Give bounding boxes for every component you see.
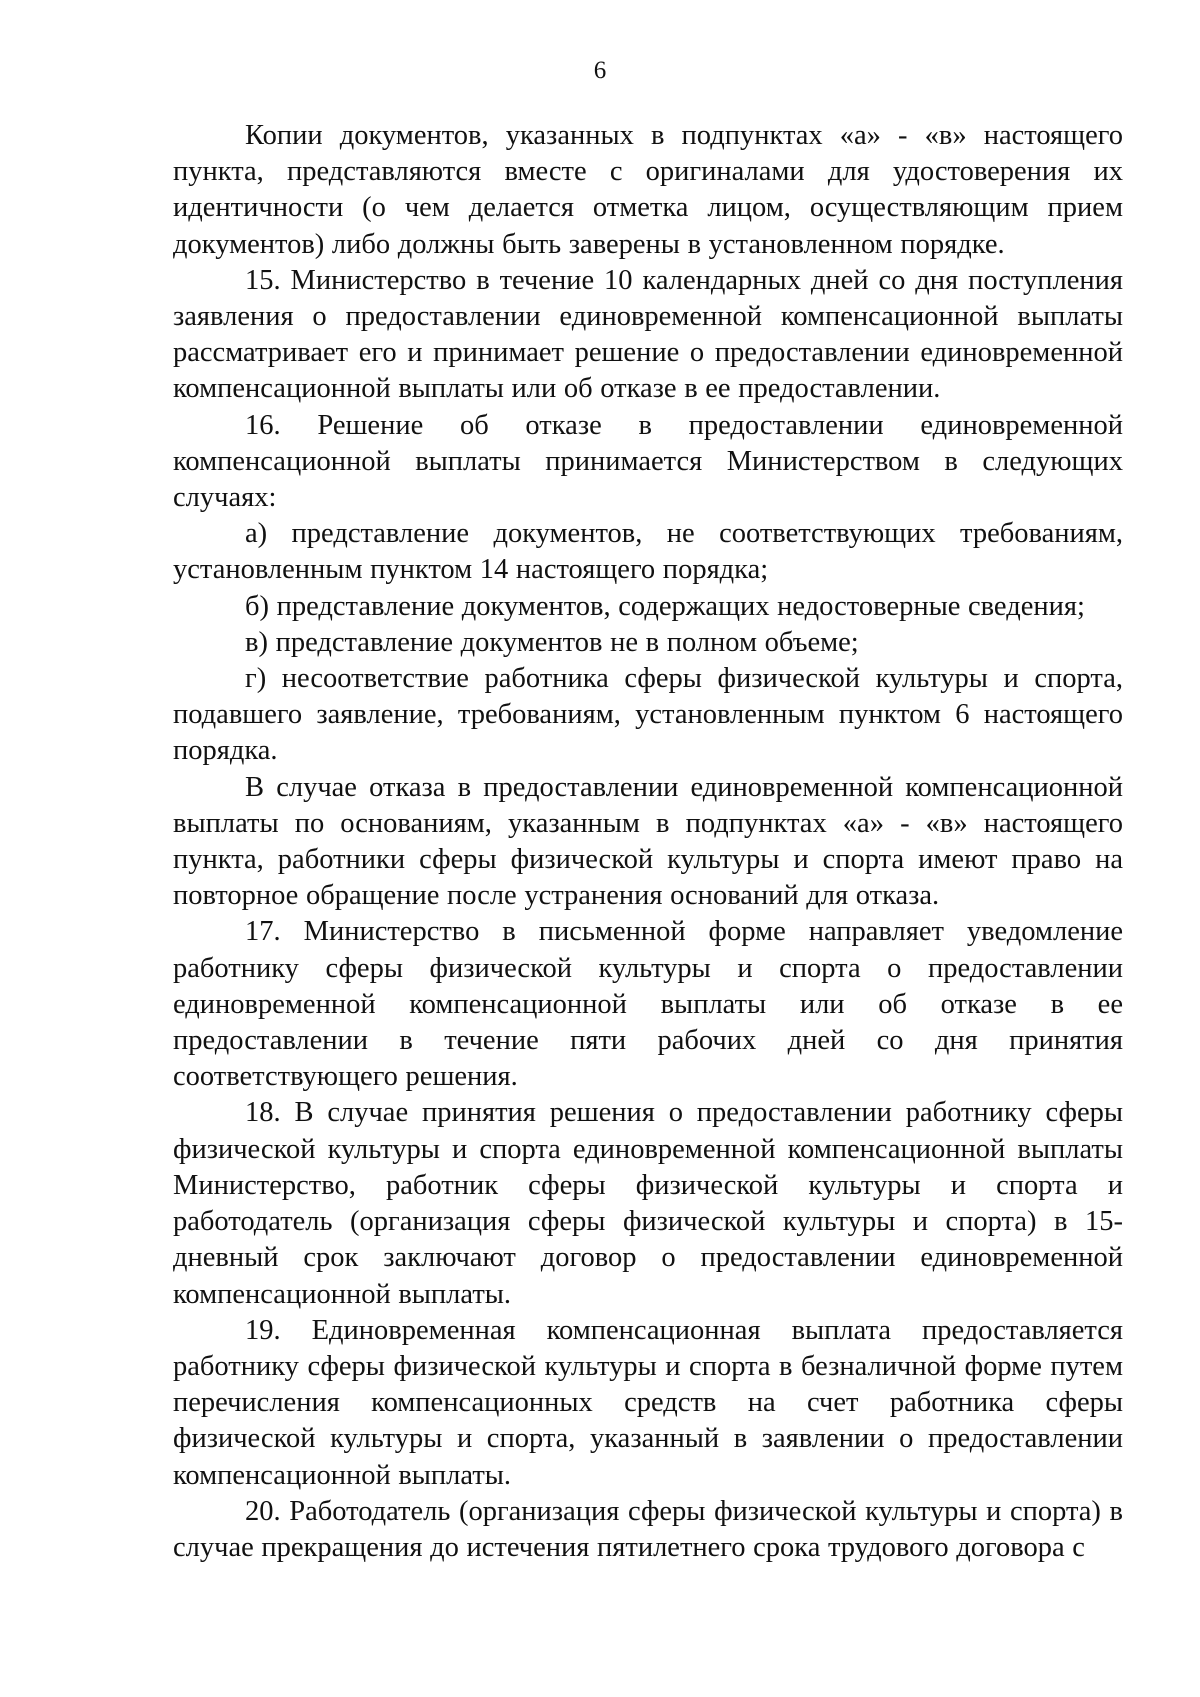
paragraph-refusal-case: В случае отказа в предоставлении единовременной компенсационной выплаты по основаниям, указанным в подпунктах «а» - «в» настоящего пункта, работники сферы физической культуры и спорта имеют право на повторное обращение после устранения оснований для отказа. <box>173 771 1123 912</box>
paragraph-18: 18. В случае принятия решения о предоставлении работнику сферы физической культуры и спорта единовременной компенсационной выплаты Министерство, работник сферы физической культуры и спорта и работодатель (организация сферы физической культуры и спорта) в 15-дневный срок заключают договор о предоставлении единовременной компенсационной выплаты. <box>173 1097 1123 1310</box>
paragraph-copies-of-documents: Копии документов, указанных в подпунктах «а» - «в» настоящего пункта, представляются вместе с оригиналами для удостоверения их идентичности (о чем делается отметка лицом, осуществляющим прием документов) либо должны быть заверены в установленном порядке. <box>173 120 1123 260</box>
document-body <box>173 118 1123 1566</box>
paragraph-20: 20. Работодатель (организация сферы физической культуры и спорта) в случае прекращения до истечения пятилетнего срока трудового договора с <box>173 1495 1123 1563</box>
subitem-b: б) представление документов, содержащих недостоверные сведения; <box>245 590 1085 622</box>
paragraph-16: 16. Решение об отказе в предоставлении единовременной компенсационной выплаты принимается Министерством в следующих случаях: <box>173 409 1123 514</box>
page-number: 6 <box>593 57 607 84</box>
subitem-a: а) представление документов, не соответствующих требованиям, установленным пунктом 14 настоящего порядка; <box>173 518 1123 586</box>
subitem-g: г) несоответствие работника сферы физической культуры и спорта, подавшего заявление, требованиям, установленным пунктом 6 настоящего порядка. <box>173 663 1123 767</box>
paragraph-19: 19. Единовременная компенсационная выплата предоставляется работнику сферы физической культуры и спорта в безналичной форме путем перечисления компенсационных средств на счет работника сферы физической культуры и спорта, указанный в заявлении о предоставлении компенсационной выплаты. <box>173 1314 1123 1491</box>
subitem-v: в) представление документов не в полном объеме; <box>245 626 859 658</box>
paragraph-15: 15. Министерство в течение 10 календарных дней со дня поступления заявления о предоставлении единовременной компенсационной выплаты рассматривает его и принимает решение о предоставлении единовременной компенсационной выплаты или об отказе в ее предоставлении. <box>173 264 1123 405</box>
paragraph-17: 17. Министерство в письменной форме направляет уведомление работнику сферы физической культуры и спорта о предоставлении единовременной компенсационной выплаты или об отказе в ее предоставлении в течение пяти рабочих дней со дня принятия соответствующего решения. <box>173 916 1123 1093</box>
